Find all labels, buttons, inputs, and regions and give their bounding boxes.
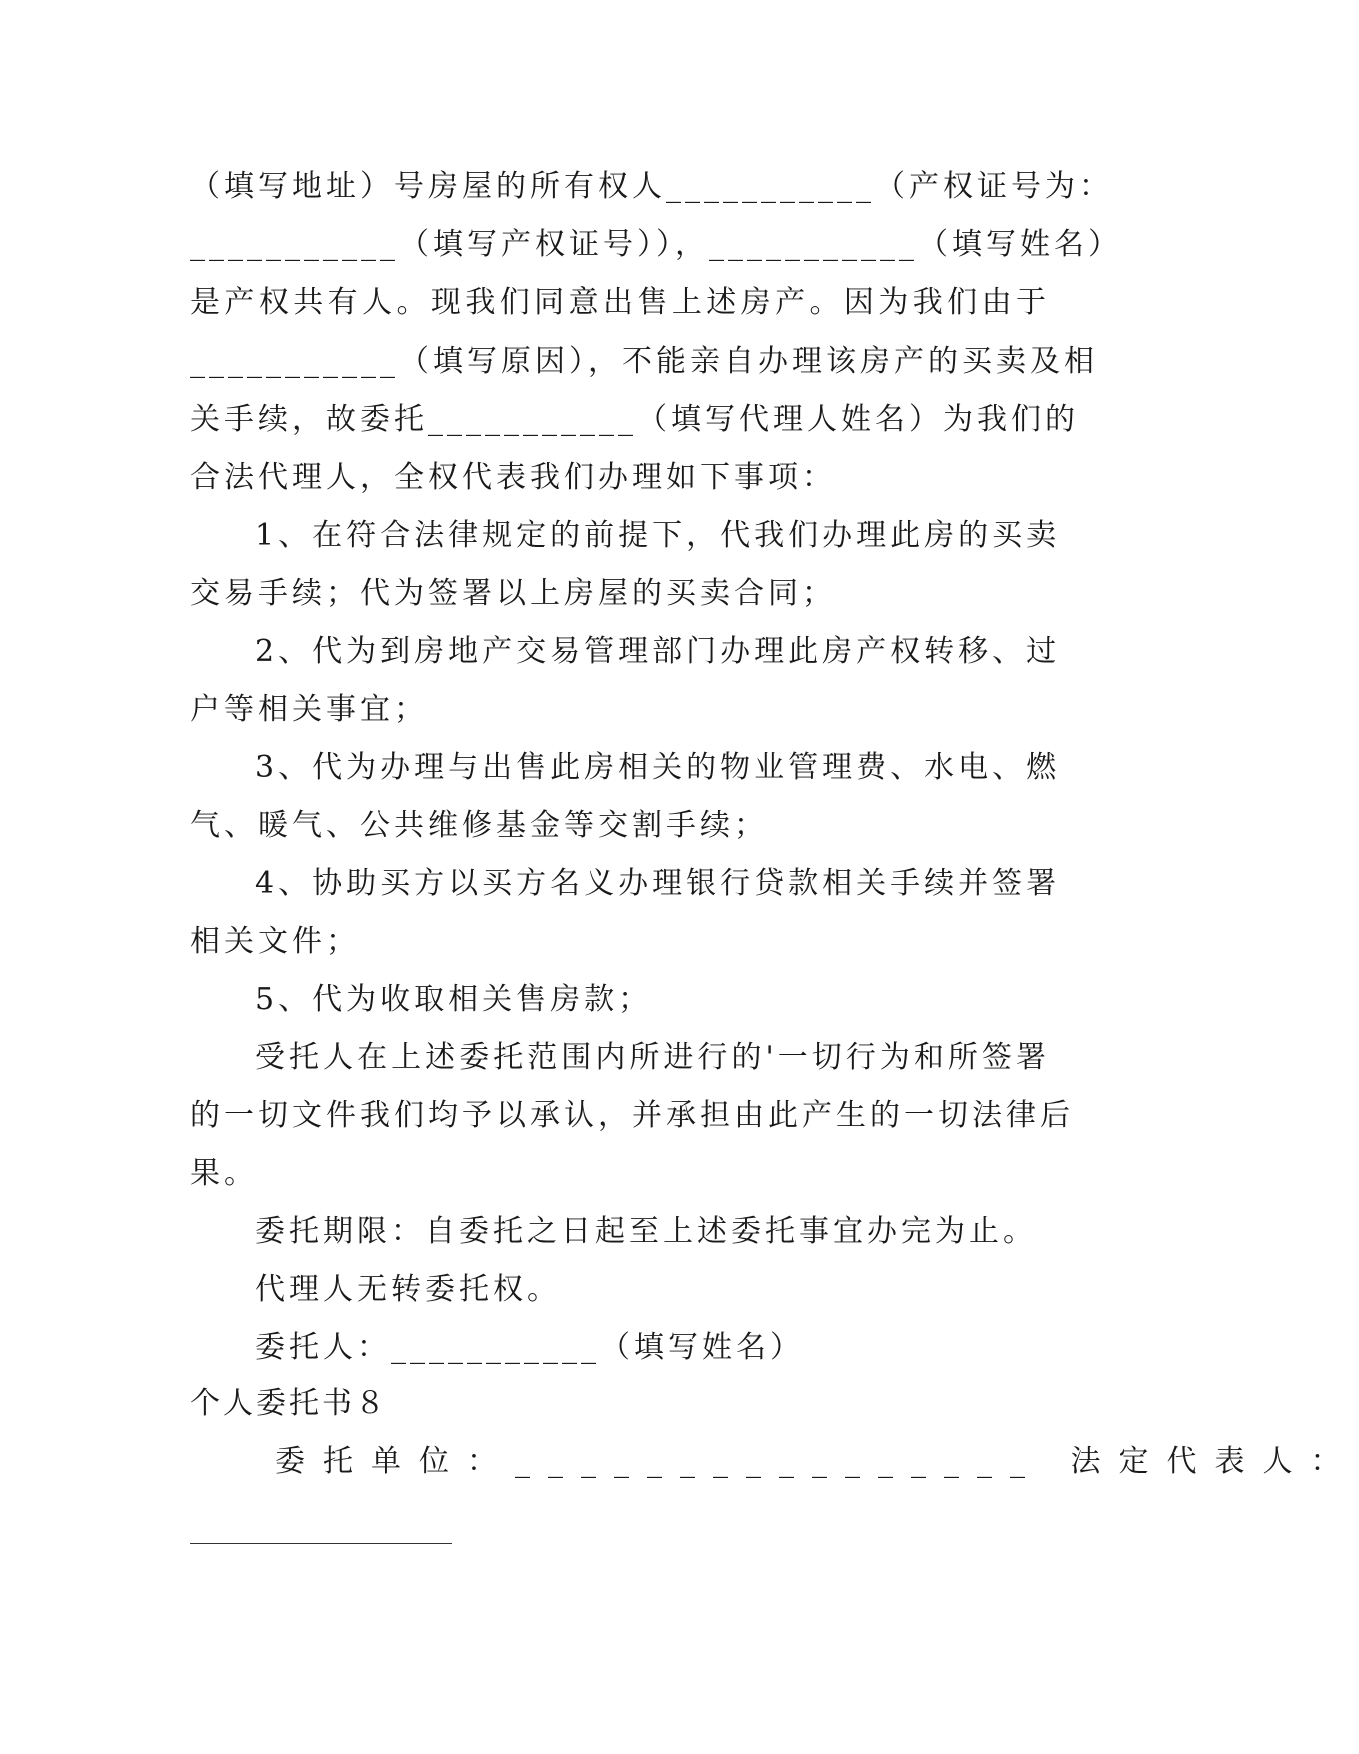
section-title: 个人委托书８ <box>190 1386 388 1421</box>
text-line: 户等相关事宜； <box>190 692 428 727</box>
list-item-2: 2、代为到房地产交易管理部门办理此房产权转移、过 <box>255 634 1061 669</box>
paragraph-line: 受托人在上述委托范围内所进行的'一切行为和所签署 <box>255 1040 1050 1075</box>
list-item-1: 1、在符合法律规定的前提下，代我们办理此房的买卖 <box>255 518 1061 553</box>
text-line: 果。 <box>190 1156 258 1191</box>
text-line: 交易手续；代为签署以上房屋的买卖合同； <box>190 576 836 611</box>
list-item-4: 4、协助买方以买方名义办理银行贷款相关手续并签署 <box>255 866 1061 901</box>
text-line: 的一切文件我们均予以承认，并承担由此产生的一切法律后 <box>190 1098 1074 1133</box>
term-line: 委托期限：自委托之日起至上述委托事宜办完为止。 <box>255 1214 1037 1249</box>
text-line: （填写地址）号房屋的所有权人___________（产权证号为： <box>190 169 1113 204</box>
entrusting-unit-line: 委托单位：________________ 法定代表人： <box>275 1444 1359 1479</box>
list-item-5: 5、代为收取相关售房款； <box>255 982 653 1017</box>
text-line: ___________（填写原因），不能亲自办理该房产的买卖及相 <box>190 344 1098 379</box>
text-line: 相关文件； <box>190 924 360 959</box>
text-line: 气、暖气、公共维修基金等交割手续； <box>190 808 768 843</box>
text-line: 关手续，故委托___________（填写代理人姓名）为我们的 <box>190 402 1079 437</box>
no-subdelegation-line: 代理人无转委托权。 <box>255 1272 561 1307</box>
text-line: 是产权共有人。现我们同意出售上述房产。因为我们由于 <box>190 285 1050 320</box>
principal-line: 委托人：___________（填写姓名） <box>255 1330 804 1365</box>
text-line: ___________（填写产权证号）），___________（填写姓名） <box>190 227 1122 262</box>
signature-blank-rule <box>190 1543 452 1544</box>
list-item-3: 3、代为办理与出售此房相关的物业管理费、水电、燃 <box>255 750 1061 785</box>
text-line: 合法代理人，全权代表我们办理如下事项： <box>190 460 836 495</box>
